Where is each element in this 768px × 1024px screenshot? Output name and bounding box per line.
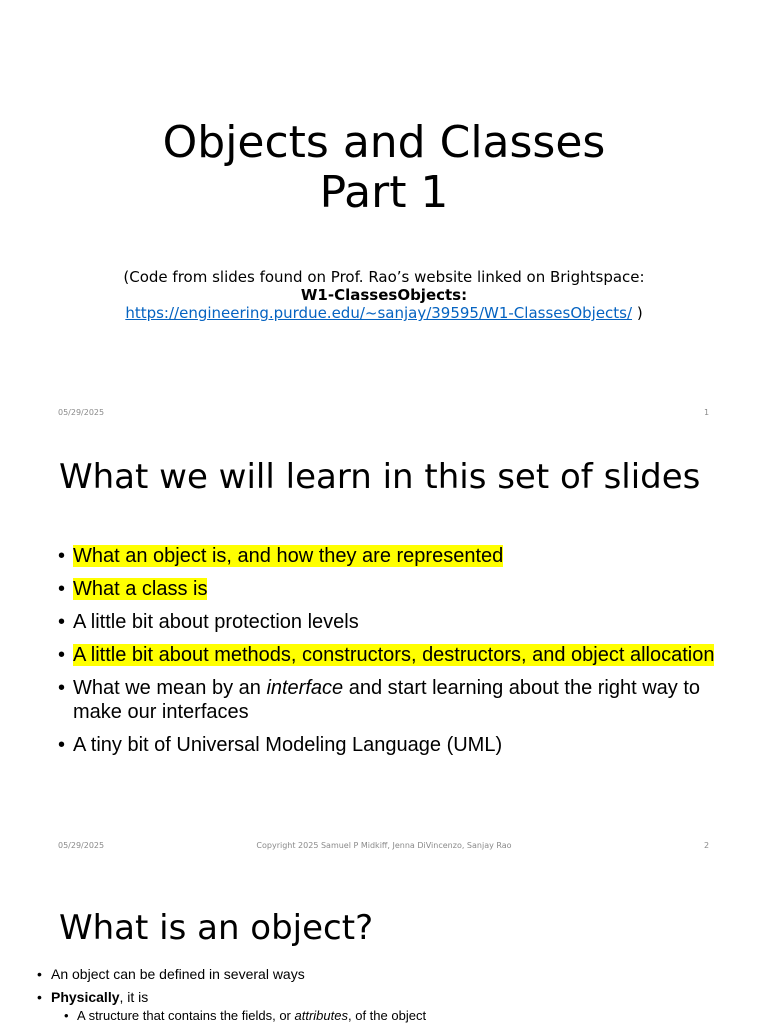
- slide-2-copyright: Copyright 2025 Samuel P Midkiff, Jenna DiVincenzo, Sanjay Rao: [256, 841, 512, 850]
- slide-1: [0, 0, 768, 432]
- slide-1-title: [0, 118, 768, 218]
- slide-1-date: 05/29/2025: [58, 408, 105, 417]
- slide-3-title: What is an object?: [59, 908, 374, 948]
- bullet-icon: •: [58, 644, 66, 666]
- slide-1-subtitle: [0, 268, 768, 322]
- slide-2: [0, 432, 768, 864]
- slide-1-page-number: 1: [704, 408, 710, 417]
- list-item: • What an object is, and how they are represented: [58, 545, 504, 567]
- slide-2-title: What we will learn in this set of slides: [59, 457, 701, 497]
- list-item: • What a class is: [58, 578, 208, 600]
- rao-website-link[interactable]: https://engineering.purdue.edu/~sanjay/39595/W1-ClassesObjects/: [125, 304, 633, 322]
- slide-3: [0, 864, 768, 1024]
- list-item: • A structure that contains the fields, or attributes, of the object: [64, 1008, 427, 1023]
- bullet-icon: •: [58, 677, 66, 699]
- bullet-icon: •: [58, 545, 66, 567]
- title-line-2: Part 1: [319, 167, 449, 218]
- bullet-icon: •: [37, 989, 42, 1005]
- list-item: • An object can be defined in several ways: [37, 966, 305, 982]
- subtitle-prefix: (Code from slides found on Prof. Rao’s website linked on Brightspace:: [123, 268, 645, 286]
- list-item: • A tiny bit of Universal Modeling Language (UML): [58, 734, 503, 756]
- slide-2-page-number: 2: [704, 841, 710, 850]
- list-item: • A little bit about methods, constructors, destructors, and object allocation: [58, 644, 715, 666]
- bullet-icon: •: [64, 1008, 69, 1023]
- learning-goals-list: [58, 544, 718, 766]
- slide-2-date: 05/29/2025: [58, 841, 105, 850]
- bullet-icon: •: [58, 578, 66, 600]
- bullet-icon: •: [37, 966, 42, 982]
- list-item: • Physically, it is: [37, 989, 149, 1005]
- list-item: • What we mean by an interface and start learning about the right way to make our interfaces: [58, 677, 701, 723]
- bullet-icon: •: [58, 734, 66, 756]
- list-item: • A little bit about protection levels: [58, 611, 359, 633]
- title-line-1: Objects and Classes: [162, 117, 606, 168]
- bullet-icon: •: [58, 611, 66, 633]
- subtitle-suffix: ): [632, 304, 643, 322]
- subtitle-bold: W1-ClassesObjects:: [300, 286, 468, 304]
